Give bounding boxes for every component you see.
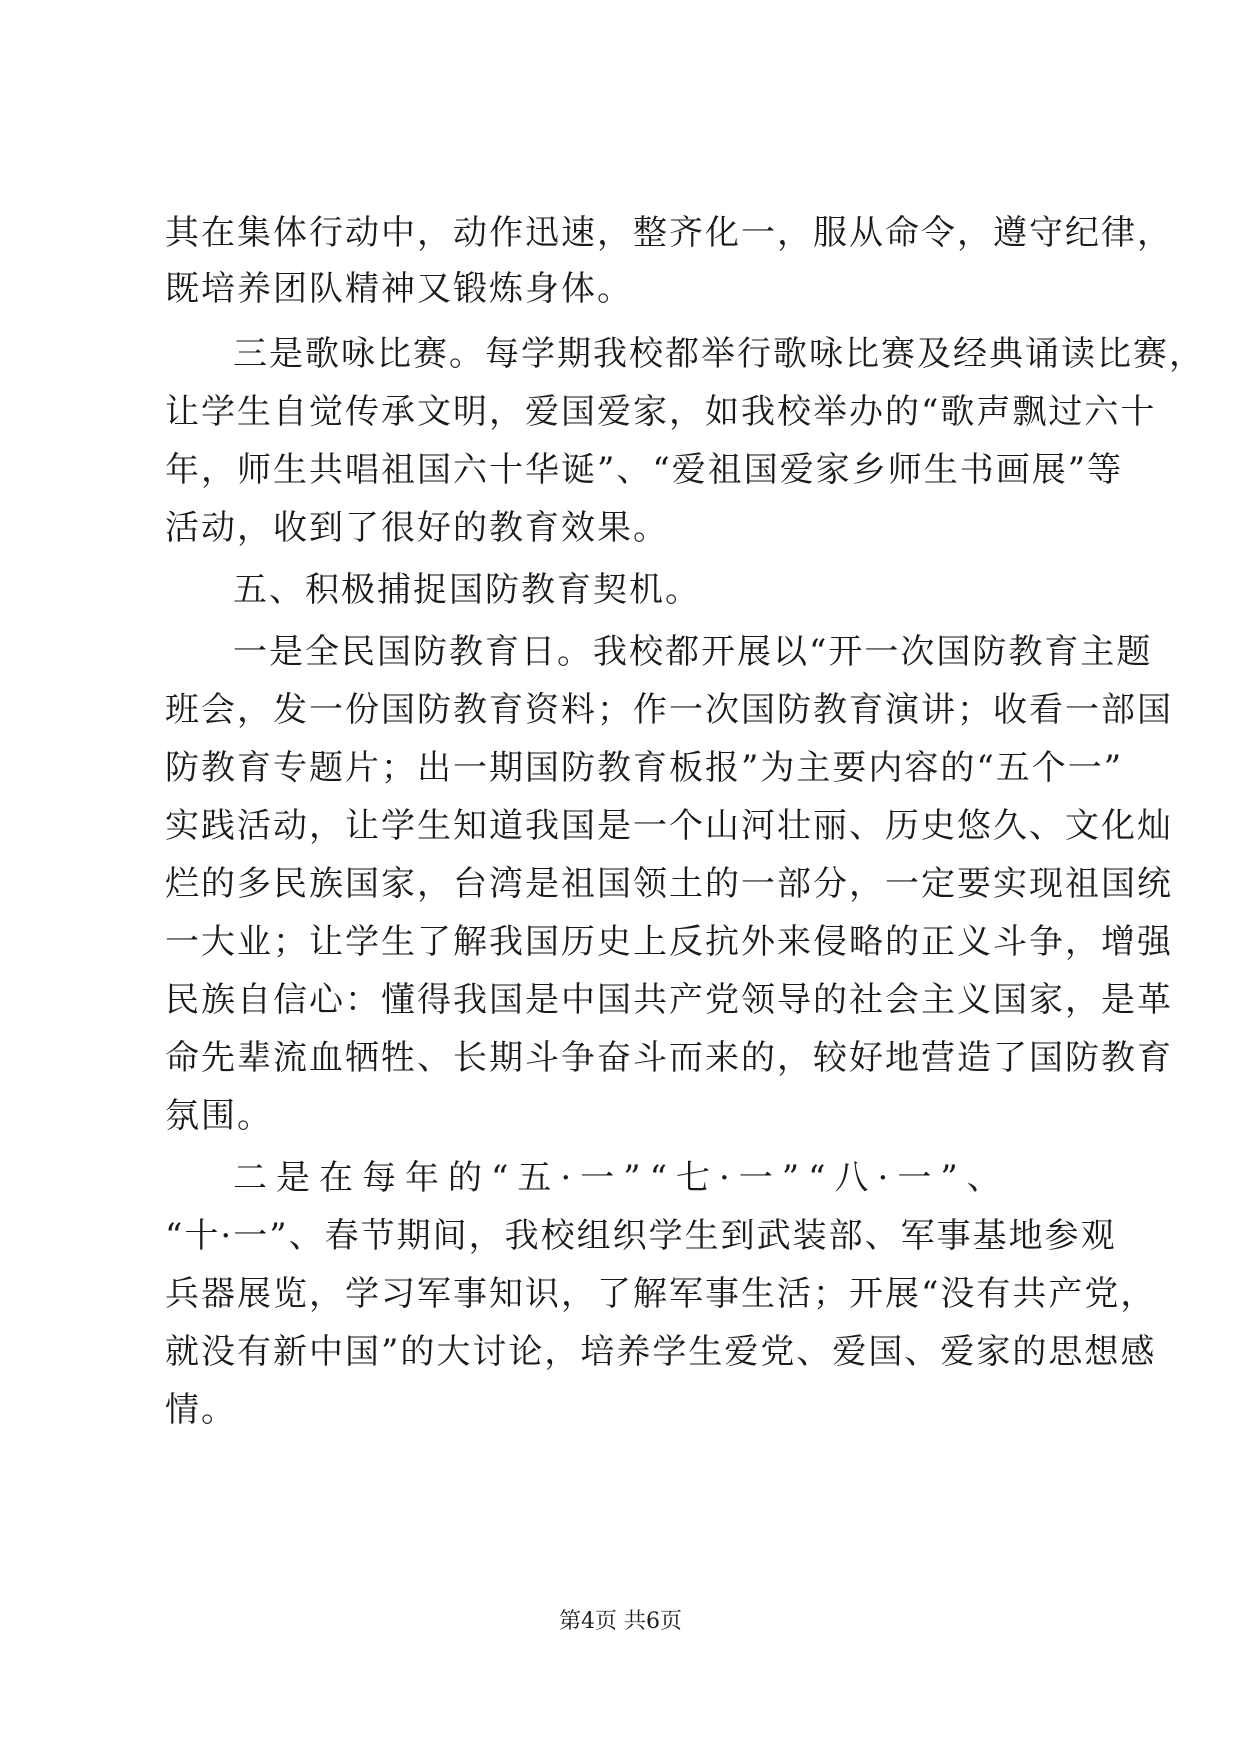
text-line: 班会，发一份国防教育资料；作一次国防教育演讲；收看一部国 xyxy=(165,690,1173,730)
text-line: 就没有新中国”的大讨论，培养学生爱党、爱国、爱家的思想感 xyxy=(165,1332,1157,1372)
text-line: 氛围。 xyxy=(165,1096,273,1136)
text-line: 情。 xyxy=(165,1390,237,1430)
page-number-footer: 第4页 共6页 xyxy=(559,1609,682,1634)
section-heading: 五、积极捕捉国防教育契机。 xyxy=(233,570,701,610)
paragraph-first-line: 一是全民国防教育日。我校都开展以“开一次国防教育主题 xyxy=(233,632,1153,672)
paragraph-first-line: 二是在每年的“五·一”“七·一”“八·一”、 xyxy=(233,1158,1010,1198)
text-line: 民族自信心：懂得我国是中国共产党领导的社会主义国家，是革 xyxy=(165,980,1173,1020)
text-line: 一大业；让学生了解我国历史上反抗外来侵略的正义斗争，增强 xyxy=(165,922,1173,962)
text-line: 命先辈流血牺牲、长期斗争奋斗而来的，较好地营造了国防教育 xyxy=(165,1038,1173,1078)
text-line: 烂的多民族国家，台湾是祖国领土的一部分，一定要实现祖国统 xyxy=(165,864,1173,904)
text-line: 防教育专题片；出一期国防教育板报”为主要内容的“五个一” xyxy=(165,748,1124,788)
text-line: 让学生自觉传承文明，爱国爱家，如我校举办的“歌声飘过六十 xyxy=(165,392,1157,432)
text-line: 既培养团队精神又锻炼身体。 xyxy=(165,269,633,309)
text-line: 其在集体行动中，动作迅速，整齐化一，服从命令，遵守纪律， xyxy=(165,213,1173,253)
text-line: 实践活动，让学生知道我国是一个山河壮丽、历史悠久、文化灿 xyxy=(165,806,1173,846)
text-line: 兵器展览，学习军事知识，了解军事生活；开展“没有共产党， xyxy=(165,1274,1157,1314)
text-line: “十·一”、春节期间，我校组织学生到武装部、军事基地参观 xyxy=(165,1216,1117,1256)
paragraph-first-line: 三是歌咏比赛。每学期我校都举行歌咏比赛及经典诵读比赛， xyxy=(233,334,1205,374)
text-line: 年，师生共唱祖国六十华诞”、“爱祖国爱家乡师生书画展”等 xyxy=(165,450,1124,490)
text-line: 活动，收到了很好的教育效果。 xyxy=(165,508,669,548)
